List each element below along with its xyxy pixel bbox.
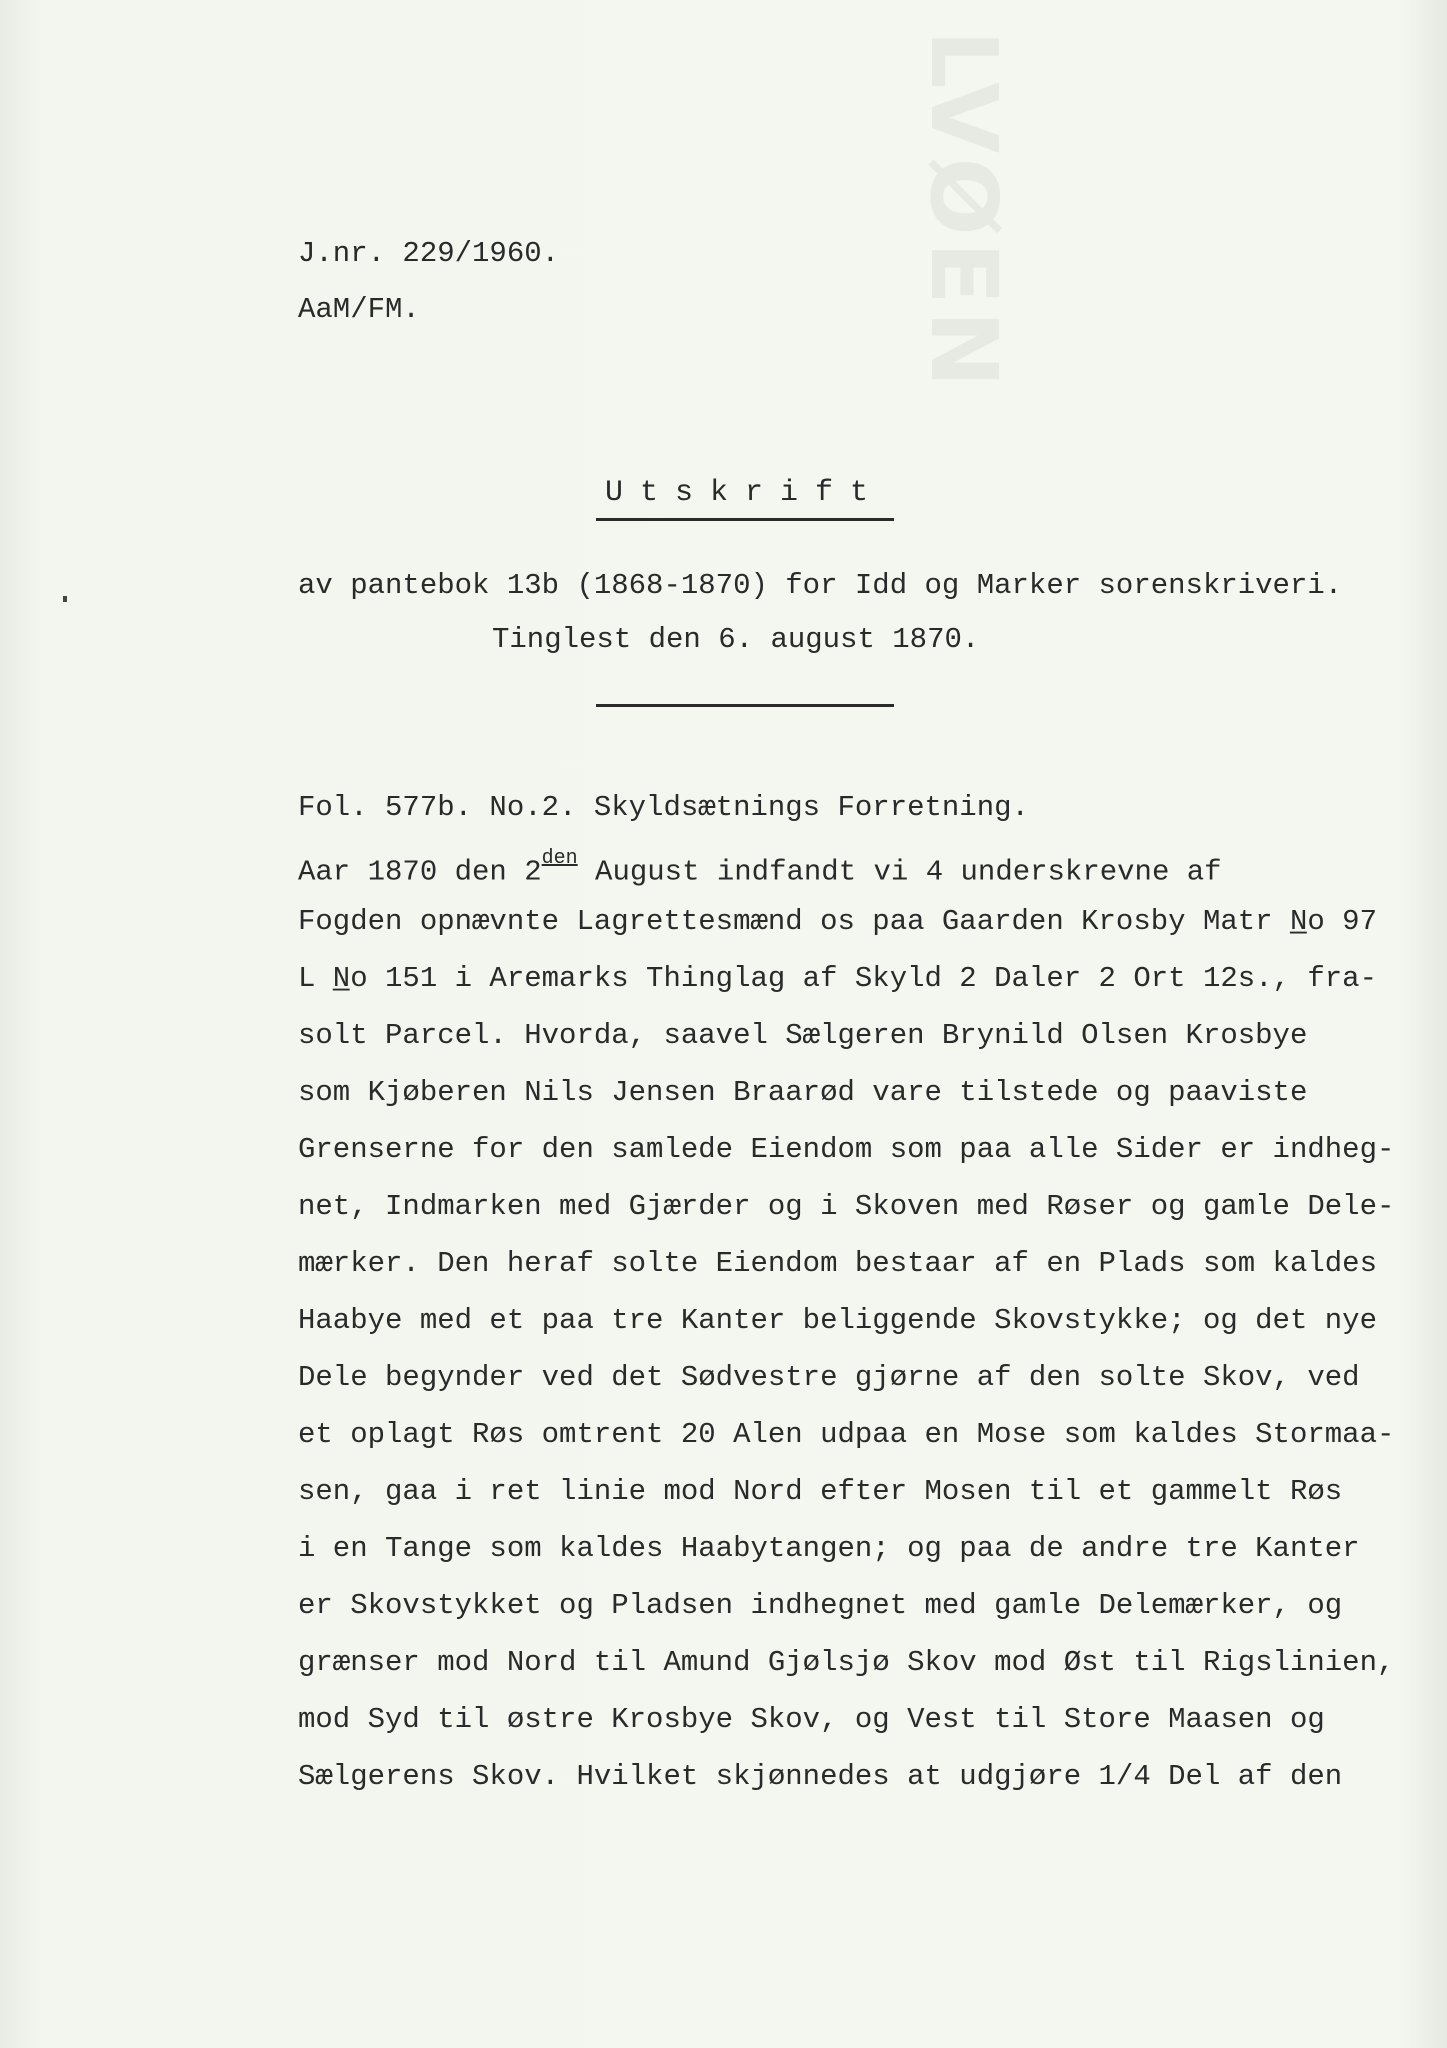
- background-stamp-watermark: LVØEN: [910, 30, 1017, 394]
- margin-mark: [63, 596, 67, 602]
- section-divider: [596, 704, 894, 707]
- body-line: som Kjøberen Nils Jensen Braarød vare tilstede og paaviste: [298, 1076, 1308, 1109]
- date-ordinal-superscript: den: [541, 847, 578, 870]
- folio-heading: Fol. 577b. No.2. Skyldsætnings Forretning.: [298, 791, 1029, 824]
- body-line: Grenserne for den samlede Eiendom som paa alle Sider er indheg-: [298, 1133, 1395, 1166]
- body-line: Dele begynder ved det Sødvestre gjørne af den solte Skov, ved: [298, 1361, 1360, 1394]
- subtitle-line-1: av pantebok 13b (1868-1870) for Idd og Marker sorenskriveri.: [298, 569, 1343, 602]
- initials: AaM/FM.: [298, 293, 420, 326]
- body-line: L N̲o 151 i Aremarks Thinglag af Skyld 2 Daler 2 Ort 12s., fra-: [298, 962, 1377, 995]
- body-line: solt Parcel. Hvorda, saavel Sælgeren Brynild Olsen Krosbye: [298, 1019, 1308, 1052]
- body-line: grænser mod Nord til Amund Gjølsjø Skov mod Øst til Rigslinien,: [298, 1646, 1395, 1679]
- body-line: Sælgerens Skov. Hvilket skjønnedes at udgjøre 1/4 Del af den: [298, 1760, 1343, 1793]
- body-line-first-start: Aar 1870 den 2: [298, 855, 542, 889]
- body-line: i en Tange som kaldes Haabytangen; og paa de andre tre Kanter: [298, 1532, 1360, 1565]
- body-line-first-end: August indfandt vi 4 underskrevne af: [577, 855, 1222, 889]
- body-line: net, Indmarken med Gjærder og i Skoven med Røser og gamle Dele-: [298, 1190, 1395, 1223]
- body-line: Haabye med et paa tre Kanter beliggende Skovstykke; og det nye: [298, 1304, 1377, 1337]
- subtitle-line-2: Tinglest den 6. august 1870.: [492, 623, 980, 656]
- body-line: mod Syd til østre Krosbye Skov, og Vest til Store Maasen og: [298, 1703, 1325, 1736]
- body-line: mærker. Den heraf solte Eiendom bestaar af en Plads som kaldes: [298, 1247, 1377, 1280]
- title-underline: [596, 518, 894, 521]
- body-line: et oplagt Røs omtrent 20 Alen udpaa en Mose som kaldes Stormaa-: [298, 1418, 1395, 1451]
- journal-number: J.nr. 229/1960.: [298, 237, 560, 270]
- body-line-first: [298, 847, 1222, 891]
- body-line: sen, gaa i ret linie mod Nord efter Mosen til et gammelt Røs: [298, 1475, 1343, 1508]
- document-title: Utskrift: [604, 476, 886, 510]
- body-line: Fogden opnævnte Lagrettesmænd os paa Gaarden Krosby Matr N̲o 97: [298, 905, 1377, 938]
- body-line: er Skovstykket og Pladsen indhegnet med gamle Delemærker, og: [298, 1589, 1343, 1622]
